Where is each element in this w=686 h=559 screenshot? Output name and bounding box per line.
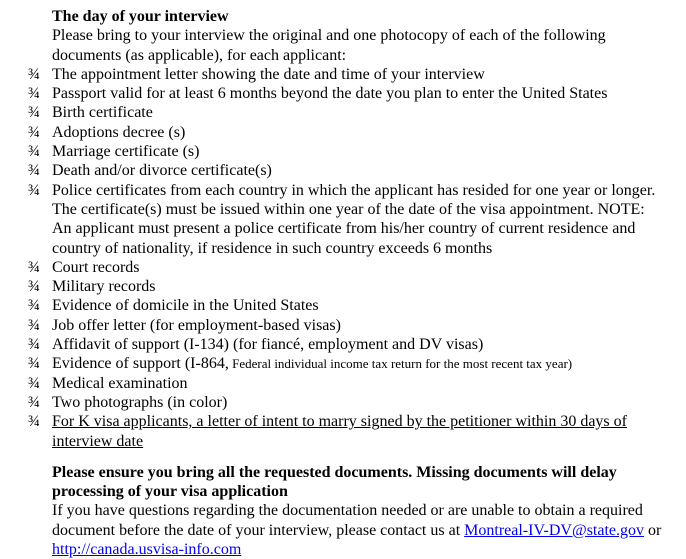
checklist-item-text: For K visa applicants, a letter of intent to marry signed by the petitioner within 30 days of interview date — [52, 413, 627, 450]
checklist-item-text: Affidavit of support (I-134) (for fiancé, employment and DV visas) — [52, 336, 484, 354]
checklist-item-text: Medical examination — [52, 374, 188, 392]
checklist-item-text: The appointment letter showing the date and time of your interview — [52, 65, 485, 83]
bullet-icon: ¾ — [28, 181, 40, 199]
document-checklist — [28, 65, 662, 451]
checklist-item-text: Court records — [52, 258, 140, 276]
checklist-item — [28, 65, 662, 84]
bullet-icon: ¾ — [28, 143, 40, 161]
bullet-icon: ¾ — [28, 258, 40, 276]
reminder-paragraph: Please ensure you bring all the requested documents. Missing documents will delay processing of your visa application — [52, 463, 617, 501]
bullet-icon: ¾ — [28, 374, 40, 392]
bullet-icon: ¾ — [28, 162, 40, 180]
bullet-icon: ¾ — [28, 355, 40, 373]
checklist-item — [28, 181, 662, 258]
checklist-item — [28, 258, 662, 277]
bullet-icon: ¾ — [28, 278, 40, 296]
bullet-icon: ¾ — [28, 413, 40, 431]
bullet-icon: ¾ — [28, 104, 40, 122]
bullet-icon: ¾ — [28, 85, 40, 103]
checklist-item — [28, 374, 662, 393]
checklist-item — [28, 354, 662, 373]
document-title: The day of your interview — [52, 8, 229, 25]
checklist-item-text: Military records — [52, 278, 156, 296]
checklist-item — [28, 335, 662, 354]
checklist-item-subtext: Federal individual income tax return for the most recent tax year) — [228, 356, 573, 372]
checklist-item — [28, 316, 662, 335]
bullet-icon: ¾ — [28, 316, 40, 334]
checklist-item-text: Police certificates from each country in which the applicant has resided for one year or longer. The certificate(s) must be issued within one year of the date of the visa appointment. NOTE: An applicant must present a police certificate from his/her country of current residence and country of nationality, if residence in such country exceeds 6 months — [52, 181, 656, 257]
bullet-icon: ¾ — [28, 297, 40, 315]
bullet-icon: ¾ — [28, 393, 40, 411]
checklist-item — [28, 277, 662, 296]
contact-paragraph — [52, 501, 662, 559]
bullet-icon: ¾ — [28, 65, 40, 83]
checklist-item — [28, 123, 662, 142]
contact-text-or: or — [644, 521, 662, 539]
checklist-item-text: Passport valid for at least 6 months beyond the date you plan to enter the United States — [52, 85, 608, 103]
website-link[interactable]: http://canada.usvisa-info.com — [52, 541, 242, 559]
checklist-item — [28, 393, 662, 412]
checklist-item-text: Two photographs (in color) — [52, 393, 228, 411]
contact-text: If you have questions regarding the documentation needed or are unable to obtain a required document before the date of your interview, please contact us at — [52, 502, 643, 539]
bullet-icon: ¾ — [28, 336, 40, 354]
checklist-item-text: Evidence of domicile in the United States — [52, 297, 319, 315]
checklist-item — [28, 142, 662, 161]
checklist-item-text: Adoptions decree (s) — [52, 123, 186, 141]
checklist-item — [28, 161, 662, 180]
checklist-item-text: Marriage certificate (s) — [52, 143, 200, 161]
email-link[interactable]: Montreal-IV-DV@state.gov — [464, 521, 645, 539]
checklist-item — [28, 412, 662, 451]
checklist-item — [28, 84, 662, 103]
checklist-item-text: Job offer letter (for employment-based visas) — [52, 316, 341, 334]
checklist-item-text: Death and/or divorce certificate(s) — [52, 162, 272, 180]
checklist-item — [28, 296, 662, 315]
intro-paragraph: Please bring to your interview the original and one photocopy of each of the following documents (as applicable), for each applicant: — [52, 27, 606, 64]
checklist-item — [28, 103, 662, 122]
bullet-icon: ¾ — [28, 123, 40, 141]
checklist-item-text: Birth certificate — [52, 104, 153, 122]
checklist-item-text: Evidence of support (I-864, — [52, 355, 229, 373]
